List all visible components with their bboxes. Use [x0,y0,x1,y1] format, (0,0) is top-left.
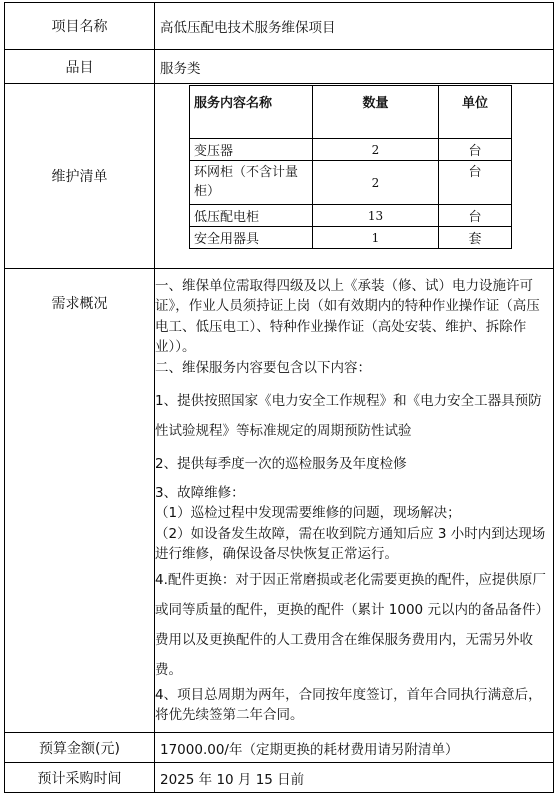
item-unit: 台 [439,161,512,205]
requirement-line: 4、项目总周期为两年，合同按年度签订，首年合同执行满意后，将优先续签第二年合同。 [155,686,542,723]
item-unit: 台 [439,139,512,161]
item-unit: 台 [439,205,512,227]
maintenance-list-cell [155,84,554,269]
requirements-label: 需求概况 [5,269,155,733]
requirement-line: 4.配件更换：对于因正常磨损或老化需要更换的配件，应提供原厂或同等质量的配件，更换的配件（累计 1000 元以内的备品备件）费用以及更换配件的人工费用含在维保服务费用内，无需另外收费。 [155,571,549,678]
table-row [190,227,512,249]
purchase-date-label: 预计采购时间 [5,763,155,793]
purchase-date-value: 2025 年 10 月 15 日前 [155,763,554,793]
table-row [190,205,512,227]
table-row [190,161,512,205]
item-unit: 套 [439,227,512,249]
item-qty: 2 [313,161,439,205]
budget-value: 17000.00/年（定期更换的耗材费用请另附清单） [155,733,554,763]
budget-label: 预算金额(元) [5,733,155,763]
project-name-row [5,3,554,50]
requirement-line: 2、提供每季度一次的巡检服务及年度检修 [155,456,407,472]
category-row [5,50,554,84]
item-name: 变压器 [190,139,313,161]
header-quantity: 数量 [313,86,439,139]
item-name: 环网柜（不含计量柜） [190,161,313,205]
project-name-value: 高低压配电技术服务维保项目 [155,3,554,50]
item-qty: 1 [313,227,439,249]
requirement-line: （1）巡检过程中发现需要维修的问题，现场解决； [155,505,461,521]
requirements-content [155,269,554,733]
header-unit: 单位 [439,86,512,139]
category-label: 品目 [5,50,155,84]
maintenance-list-label: 维护清单 [5,84,155,269]
category-value: 服务类 [155,50,554,84]
requirement-line: （2）如设备发生故障，需在收到院方通知后应 3 小时内到达现场进行维修，确保设备尽快恢复正常运行。 [155,525,546,562]
maintenance-list-row [5,84,554,269]
requirement-line: 1、提供按照国家《电力安全工作规程》和《电力安全工器具预防性试验规程》等标准规定的周期预防性试验 [155,393,542,439]
project-name-label: 项目名称 [5,3,155,50]
maintenance-header-row [190,86,512,139]
item-name: 低压配电柜 [190,205,313,227]
table-row [190,139,512,161]
maintenance-items-table [189,85,512,249]
item-name: 安全用器具 [190,227,313,249]
project-info-table [4,2,554,793]
item-qty: 2 [313,139,439,161]
requirement-line: 二、维保服务内容要包含以下内容： [155,359,371,376]
header-service-name: 服务内容名称 [190,86,313,139]
requirement-line: 一、维保单位需取得四级及以上《承装（修、试）电力设施许可证》，作业人员须持证上岗（如有效期内的特种作业操作证（高压电工、低压电工）、特种作业操作证（高处安装、维护、拆除作业））。 [155,277,540,355]
purchase-date-row [5,763,554,793]
requirements-row [5,269,554,733]
budget-row [5,733,554,763]
requirement-line: 3、故障维修： [155,484,245,501]
item-qty: 13 [313,205,439,227]
